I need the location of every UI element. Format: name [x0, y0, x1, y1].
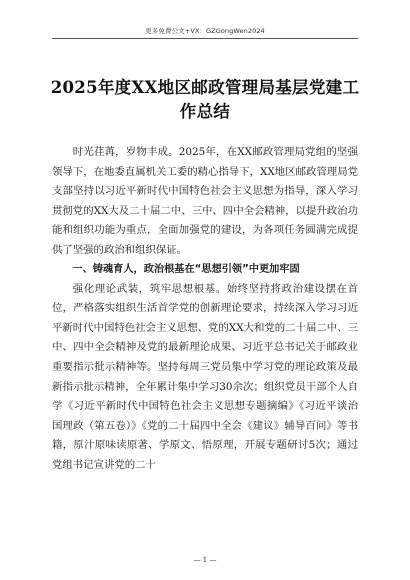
page-number: — 1 — — [193, 556, 217, 564]
header-divider — [52, 38, 358, 39]
section-heading: 一、铸魂育人，政治根基在“思想引领”中更加牢固 — [72, 264, 300, 276]
body-paragraph: 强化理论武装，筑牢思想根基。始终坚持将政治建设摆在首位，严格落实组织生活首学党的创新理论要求，持续深入学习习近平新时代中国特色社会主义思想、党的XX大和党的二十届二中、三中、四中全会精神及党的最新理论成果、习近平总书记关于邮政业重要指示批示精神等。坚持每周三党员集中学习党的理论政策及最新指示批示精神，全年累计集中学习30余次；组织党员干部个人自学《习近平新时代中国特色社会主义思想专题摘编》《习近平谈治国理政（第五卷）》《党的二十届四中全会《建议》辅导百问》等书籍，原汁原味读原著、学原文、悟原理，开展专题研讨5次；通过党组书记宣讲党的二十 — [52, 282, 358, 471]
document-body — [52, 143, 358, 475]
intro-paragraph: 时光荏苒，岁物丰成。2025年，在XX邮政管理局党组的坚强领导下，在地委直属机关工委的精心指导下，XX地区邮政管理局党支部坚持以习近平新时代中国特色社会主义思想为指导，深入学习贯彻党的XX大及二十届二中、三中、四中全会精神，以提升政治功能和组织功能为重点，全面加强党的建设，为各项任务圆满完成提供了坚强的政治和组织保证。 — [52, 146, 358, 256]
document-title: 2025年度XX地区邮政管理局基层党建工作总结 — [50, 78, 360, 121]
top-banner: 更多免费公文+VX：GZGongWen2024 — [145, 27, 265, 35]
